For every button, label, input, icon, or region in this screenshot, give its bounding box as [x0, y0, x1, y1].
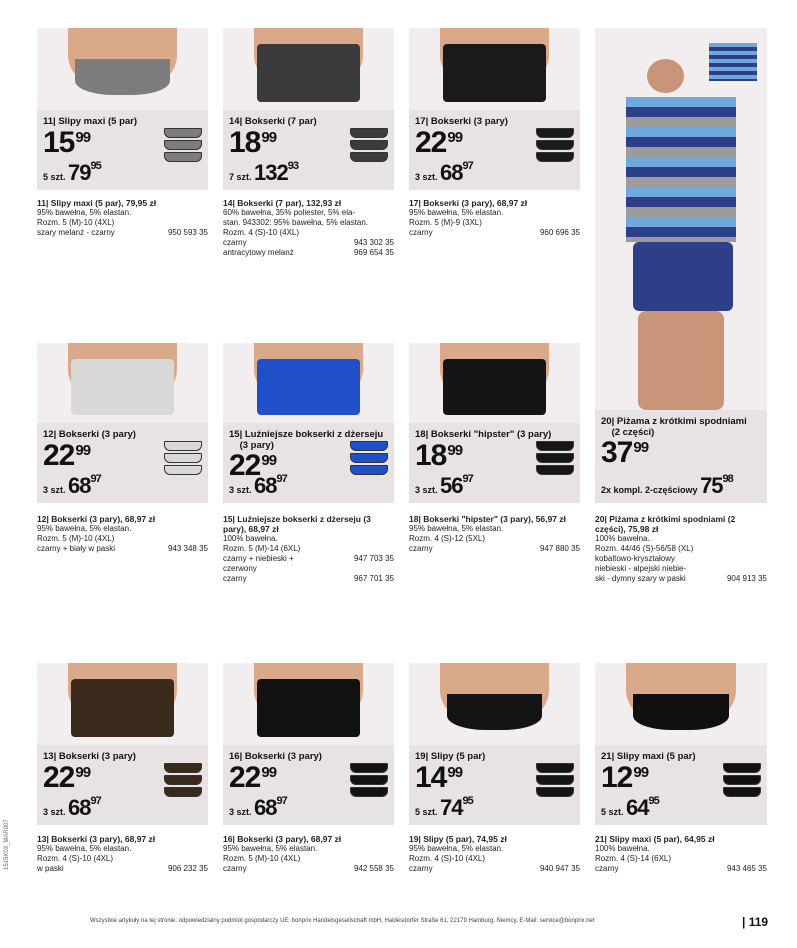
- product-photo: [409, 28, 580, 110]
- multi-price: 3 szt. $68^{97}$: [415, 160, 473, 185]
- multi-price: 7 szt. $132^{93}$: [229, 160, 298, 185]
- pack-thumbnail: [350, 441, 388, 477]
- product-description-15: 15| Luźniejsze bokserki z dżerseju (3 pary), 68,97 zł 100% bawełna. Rozm. 5 (M)-14 (6XL) czarny + niebieski + 947 703 35 czerwony czarny 967 701 35: [223, 514, 394, 583]
- unit-price: $22^{99}$: [43, 439, 91, 472]
- page-number: | 119: [742, 915, 769, 929]
- product-title: 19| Slipy (5 par): [415, 751, 486, 762]
- product-description-19: 19| Slipy (5 par), 74,95 zł 95% bawełna, 5% elastan. Rozm. 4 (S)-10 (4XL) czarny 940 947 35: [409, 834, 580, 873]
- pack-thumbnail: [536, 128, 574, 164]
- pack-thumbnail: [723, 763, 761, 799]
- product-card-19[interactable]: [409, 663, 580, 825]
- product-card-14[interactable]: [223, 28, 394, 190]
- multi-price: 3 szt. $56^{97}$: [415, 473, 473, 498]
- product-photo: [595, 663, 767, 745]
- product-title: 18| Bokserki "hipster" (3 pary): [415, 429, 552, 440]
- product-card-17[interactable]: [409, 28, 580, 190]
- product-card-18[interactable]: [409, 343, 580, 503]
- pack-thumbnail: [164, 441, 202, 477]
- product-title: 17| Bokserki (3 pary): [415, 116, 508, 127]
- pack-thumbnail: [164, 763, 202, 799]
- unit-price: $18^{99}$: [415, 439, 463, 472]
- product-title: 15| Luźniejsze bokserki z dżerseju (3 pary): [229, 429, 384, 451]
- product-title: 11| Slipy maxi (5 par): [43, 116, 138, 127]
- unit-price: $15^{99}$: [43, 126, 91, 159]
- product-description-11: 11| Slipy maxi (5 par), 79,95 zł 95% bawełna, 5% elastan. Rozm. 5 (M)-10 (4XL) szary melanż - czarny 950 593 35: [37, 198, 208, 237]
- unit-price: $22^{99}$: [229, 449, 277, 482]
- product-title: 12| Bokserki (3 pary): [43, 429, 136, 440]
- product-card-13[interactable]: [37, 663, 208, 825]
- product-description-20: 20| Piżama z krótkimi spodniami (2 części), 75,98 zł 100% bawełna. Rozm. 44/46 (S)-56/58 (XL) kobaltowo-kryształowy niebieski - alpejski niebie- ski - dymny szary w paski 904 913 35: [595, 514, 767, 583]
- pack-thumbnail: [350, 763, 388, 799]
- product-title: 20| Piżama z krótkimi spodniami (2 części): [601, 416, 747, 438]
- product-card-15[interactable]: [223, 343, 394, 503]
- product-photo: [595, 28, 767, 410]
- product-card-20[interactable]: [595, 28, 767, 503]
- product-title: 16| Bokserki (3 pary): [229, 751, 322, 762]
- product-description-12: 12| Bokserki (3 pary), 68,97 zł 95% bawełna, 5% elastan. Rozm. 5 (M)-10 (4XL) czarny + biały w paski 943 348 35: [37, 514, 208, 553]
- unit-price: $18^{99}$: [229, 126, 277, 159]
- pack-thumbnail: [536, 763, 574, 799]
- unit-price: $22^{99}$: [43, 761, 91, 794]
- product-title: 13| Bokserki (3 pary): [43, 751, 136, 762]
- pack-thumbnail: [164, 128, 202, 164]
- product-photo: [223, 663, 394, 745]
- side-code: 1515K03_MAR007: [4, 819, 10, 870]
- product-title: 14| Bokserki (7 par): [229, 116, 317, 127]
- multi-price: 3 szt. $68^{97}$: [43, 473, 101, 498]
- product-photo: [409, 663, 580, 745]
- footer-legal: Wszystkie artykuły na tej stronie: odpowiedzialny podmiot gospodarczy UE: bonprix Handelsgesellschaft mbH, Haldesdorfer Straße 61, 22179 Hamburg, Niemcy, E-Mail: service@bonprix.net: [90, 918, 595, 924]
- product-description-13: 13| Bokserki (3 pary), 68,97 zł 95% bawełna, 5% elastan. Rozm. 4 (S)-10 (4XL) w paski 906 232 35: [37, 834, 208, 873]
- product-title: 21| Slipy maxi (5 par): [601, 751, 696, 762]
- multi-price: 3 szt. $68^{97}$: [229, 795, 287, 820]
- product-photo: [37, 663, 208, 745]
- product-description-17: 17| Bokserki (3 pary), 68,97 zł 95% bawełna, 5% elastan. Rozm. 5 (M)-9 (3XL) czarny 960 696 35: [409, 198, 580, 237]
- multi-price: 2x kompl. 2-częściowy $75^{98}$: [601, 473, 733, 498]
- product-description-21: 21| Slipy maxi (5 par), 64,95 zł 100% bawełna. Rozm. 4 (S)-14 (6XL) czarny 943 465 35: [595, 834, 767, 873]
- product-card-12[interactable]: [37, 343, 208, 503]
- unit-price: $37^{99}$: [601, 436, 649, 469]
- unit-price: $22^{99}$: [415, 126, 463, 159]
- multi-price: 5 szt. $74^{95}$: [415, 795, 473, 820]
- product-description-16: 16| Bokserki (3 pary), 68,97 zł 95% bawełna, 5% elastan. Rozm. 5 (M)-10 (4XL) czarny 942 558 35: [223, 834, 394, 873]
- multi-price: 5 szt. $79^{95}$: [43, 160, 101, 185]
- unit-price: $14^{99}$: [415, 761, 463, 794]
- product-description-14: 14| Bokserki (7 par), 132,93 zł 60% bawełna, 35% poliester, 5% ela- stan. 943302: 95% bawełna, 5% elastan. Rozm. 4 (S)-10 (4XL) czarny 943 302 35 antracytowy melanż 969 654 35: [223, 198, 394, 257]
- unit-price: $12^{99}$: [601, 761, 649, 794]
- product-photo: [37, 28, 208, 110]
- multi-price: 5 szt. $64^{95}$: [601, 795, 659, 820]
- product-card-16[interactable]: [223, 663, 394, 825]
- multi-price: 3 szt. $68^{97}$: [229, 473, 287, 498]
- product-description-18: 18| Bokserki "hipster" (3 pary), 56,97 zł 95% bawełna, 5% elastan. Rozm. 4 (S)-12 (5XL) czarny 947 880 35: [409, 514, 580, 553]
- product-photo: [409, 343, 580, 423]
- product-photo: [37, 343, 208, 423]
- pack-thumbnail: [350, 128, 388, 164]
- product-photo: [223, 343, 394, 423]
- product-photo: [223, 28, 394, 110]
- pack-thumbnail: [536, 441, 574, 477]
- product-card-11[interactable]: [37, 28, 208, 190]
- product-card-21[interactable]: [595, 663, 767, 825]
- unit-price: $22^{99}$: [229, 761, 277, 794]
- multi-price: 3 szt. $68^{97}$: [43, 795, 101, 820]
